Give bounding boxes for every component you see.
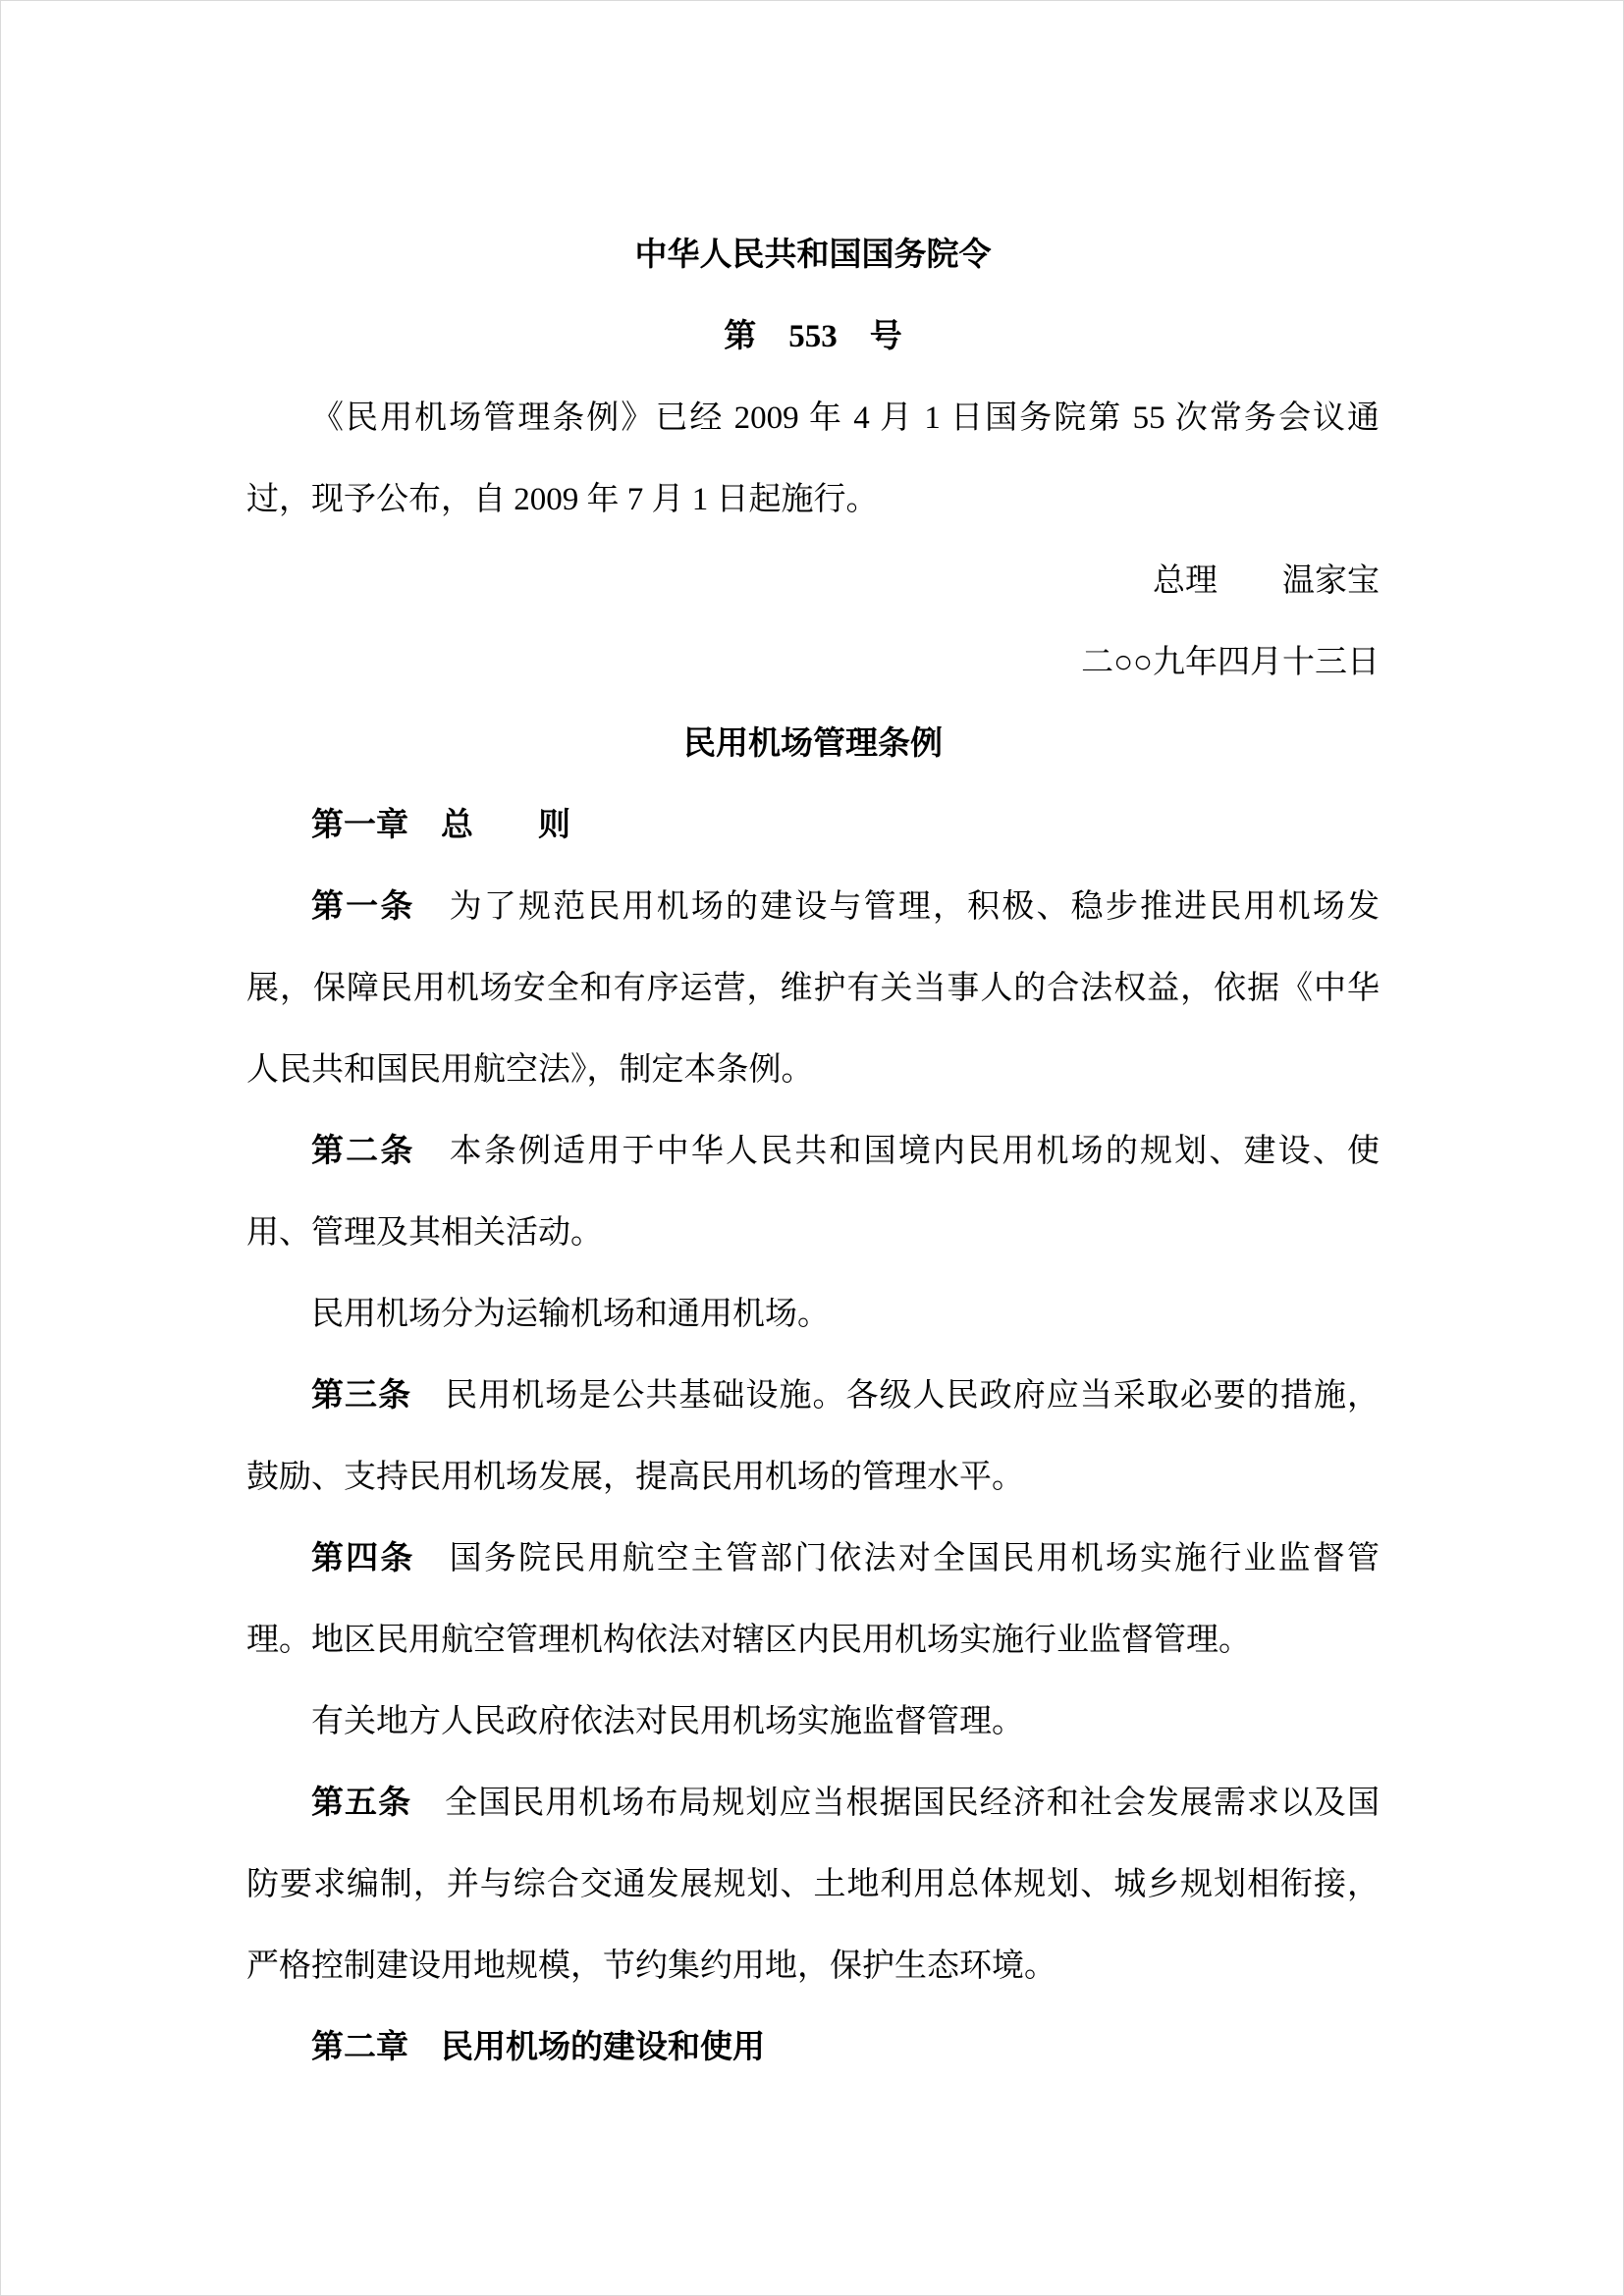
order-number: 第 553 号 (724, 319, 902, 354)
article-number-label: 第五条 (311, 1786, 412, 1821)
article-text: 为了规范民用机场的建设与管理，积极、稳步推进民用机场发展，保障民用机场安全和有序运营，维护有关当事人的合法权益，依据《中华人民共和国民用航空法》，制定本条例。 (246, 889, 1380, 1088)
article-number-label: 第一条 (311, 889, 415, 925)
chapter-heading-1: 第一章 总 则 (311, 808, 570, 843)
article-paragraph-1 (246, 867, 1380, 1111)
signature-date: 二○○九年四月十三日 (1081, 645, 1380, 680)
article-text: 民用机场是公共基础设施。各级人民政府应当采取必要的措施，鼓励、支持民用机场发展，提高民用机场的管理水平。 (246, 1378, 1380, 1495)
body-paragraph-3: 有关地方人民政府依法对民用机场实施监督管理。 (311, 1704, 1024, 1739)
regulation-title: 民用机场管理条例 (683, 726, 943, 762)
article-number-label: 第二条 (311, 1134, 415, 1169)
article-paragraph-4 (246, 1519, 1380, 1682)
article-number-label: 第四条 (311, 1541, 415, 1576)
document-content (246, 215, 1380, 2089)
article-text: 本条例适用于中华人民共和国境内民用机场的规划、建设、使用、管理及其相关活动。 (246, 1134, 1380, 1251)
article-text: 全国民用机场布局规划应当根据国民经济和社会发展需求以及国防要求编制，并与综合交通发展规划、土地利用总体规划、城乡规划相衔接，严格控制建设用地规模，节约集约用地，保护生态环境。 (246, 1786, 1380, 1984)
body-paragraph-2: 民用机场分为运输机场和通用机场。 (311, 1297, 830, 1332)
article-paragraph-5 (246, 1763, 1380, 2007)
article-text: 国务院民用航空主管部门依法对全国民用机场实施行业监督管理。地区民用航空管理机构依法对辖区内民用机场实施行业监督管理。 (246, 1541, 1380, 1658)
decree-title: 中华人民共和国国务院令 (634, 238, 992, 273)
article-paragraph-2 (246, 1111, 1380, 1274)
article-paragraph-3 (246, 1356, 1380, 1519)
signature-premier: 总理 温家宝 (1153, 563, 1380, 599)
article-number-label: 第三条 (311, 1378, 412, 1414)
chapter-heading-2: 第二章 民用机场的建设和使用 (311, 2030, 765, 2065)
body-paragraph-1: 《民用机场管理条例》已经 2009 年 4 月 1 日国务院第 55 次常务会议通过，现予公布，自 2009 年 7 月 1 日起施行。 (246, 400, 1380, 517)
